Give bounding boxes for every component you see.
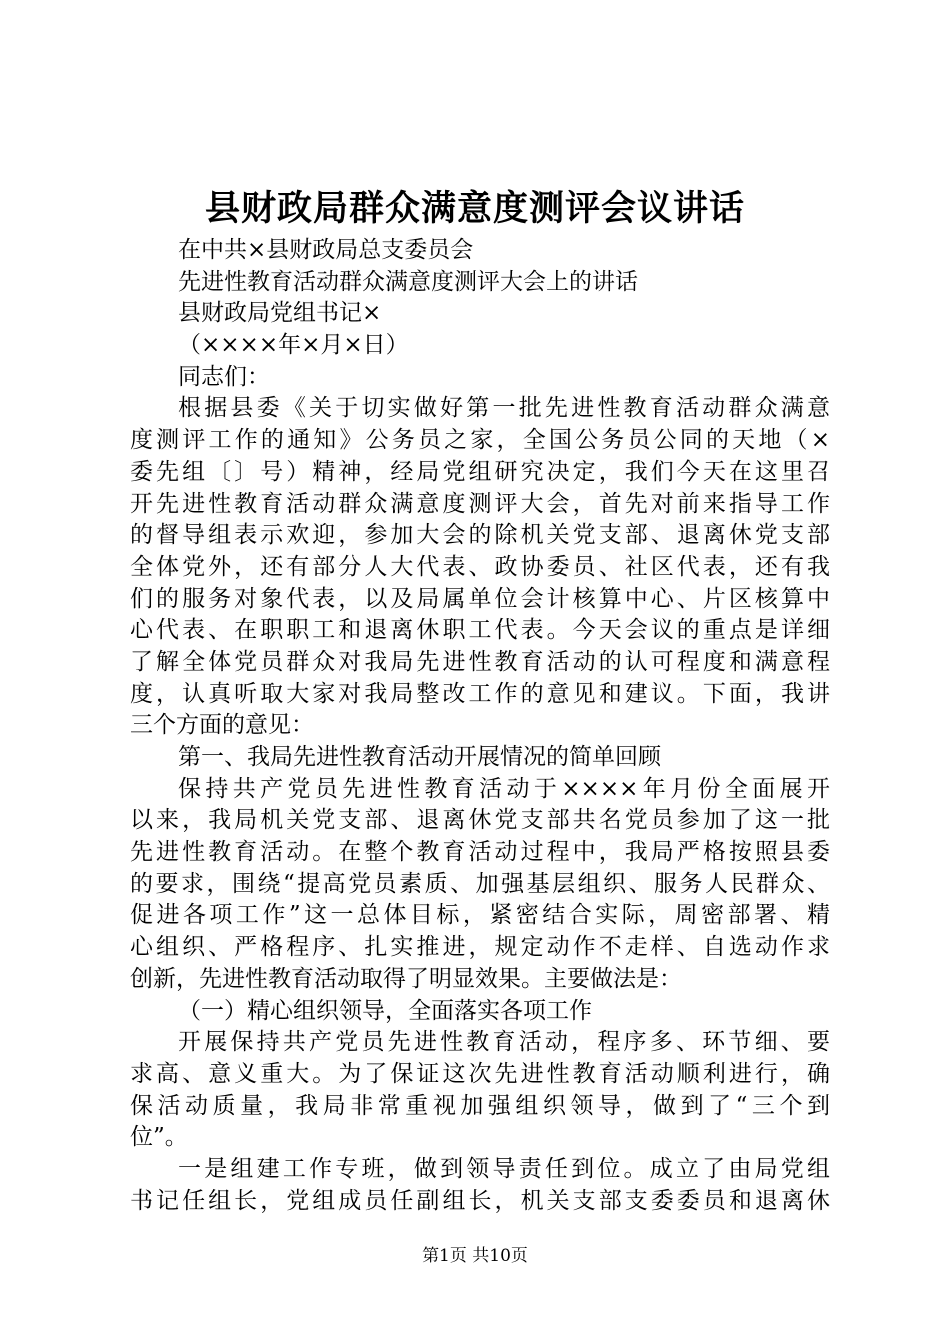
text-line: 度，认真听取大家对我局整改工作的意见和建议。下面，我讲 bbox=[130, 680, 830, 707]
text-line: 求高、意义重大。为了保证这次先进性教育活动顺利进行，确 bbox=[130, 1060, 830, 1087]
text-line: 创新，先进性教育活动取得了明显效果。主要做法是： bbox=[130, 965, 682, 992]
text-line: 县财政局党组书记× bbox=[178, 300, 382, 327]
text-line: 以来，我局机关党支部、退离休党支部共名党员参加了这一批 bbox=[130, 807, 830, 834]
text-line: 委先组〔〕号）精神，经局党组研究决定，我们今天在这里召 bbox=[130, 458, 830, 485]
text-line: 位”。 bbox=[130, 1124, 188, 1151]
text-line: 的要求，围绕“提高党员素质、加强基层组织、服务人民群众、 bbox=[130, 870, 830, 897]
subsection-heading: （一）精心组织领导，全面落实各项工作 bbox=[178, 997, 592, 1024]
text-line: 先进性教育活动群众满意度测评大会上的讲话 bbox=[178, 268, 638, 295]
document-body bbox=[130, 235, 830, 1217]
section-heading: 第一、我局先进性教育活动开展情况的简单回顾 bbox=[178, 744, 661, 770]
text-line: 们的服务对象代表，以及局属单位会计核算中心、片区核算中 bbox=[130, 585, 830, 612]
text-line: 度测评工作的通知》公务员之家，全国公务员公同的天地（× bbox=[130, 427, 830, 454]
text-line: 三个方面的意见： bbox=[130, 712, 314, 739]
text-line: 保持共产党员先进性教育活动于××××年月份全面展开 bbox=[178, 775, 830, 802]
document-title: 县财政局群众满意度测评会议讲话 bbox=[204, 188, 745, 229]
text-line: 开展保持共产党员先进性教育活动，程序多、环节细、要 bbox=[178, 1029, 830, 1056]
text-line: 根据县委《关于切实做好第一批先进性教育活动群众满意 bbox=[178, 395, 830, 422]
text-line: 全体党外，还有部分人大代表、政协委员、社区代表，还有我 bbox=[130, 553, 830, 580]
salutation: 同志们： bbox=[178, 363, 270, 390]
text-line: 了解全体党员群众对我局先进性教育活动的认可程度和满意程 bbox=[130, 648, 830, 675]
text-line: 促进各项工作”这一总体目标，紧密结合实际，周密部署、精 bbox=[130, 902, 830, 929]
text-line: 开先进性教育活动群众满意度测评大会，首先对前来指导工作 bbox=[130, 490, 830, 517]
page-number-footer: 第1页 共10页 bbox=[422, 1246, 528, 1266]
text-line: 心代表、在职职工和退离休职工代表。今天会议的重点是详细 bbox=[130, 617, 830, 644]
text-line: 心组织、严格程序、扎实推进，规定动作不走样、自选动作求 bbox=[130, 934, 830, 961]
text-line: 一是组建工作专班，做到领导责任到位。成立了由局党组 bbox=[178, 1155, 830, 1182]
text-line: 先进性教育活动。在整个教育活动过程中，我局严格按照县委 bbox=[130, 839, 830, 866]
text-line: 的督导组表示欢迎，参加大会的除机关党支部、退离休党支部 bbox=[130, 522, 830, 549]
text-line: （××××年×月×日） bbox=[178, 332, 409, 359]
text-line: 书记任组长，党组成员任副组长，机关支部支委委员和退离休 bbox=[130, 1187, 830, 1214]
text-line: 在中共×县财政局总支委员会 bbox=[178, 237, 474, 263]
text-line: 保活动质量，我局非常重视加强组织领导，做到了“三个到 bbox=[130, 1092, 830, 1119]
